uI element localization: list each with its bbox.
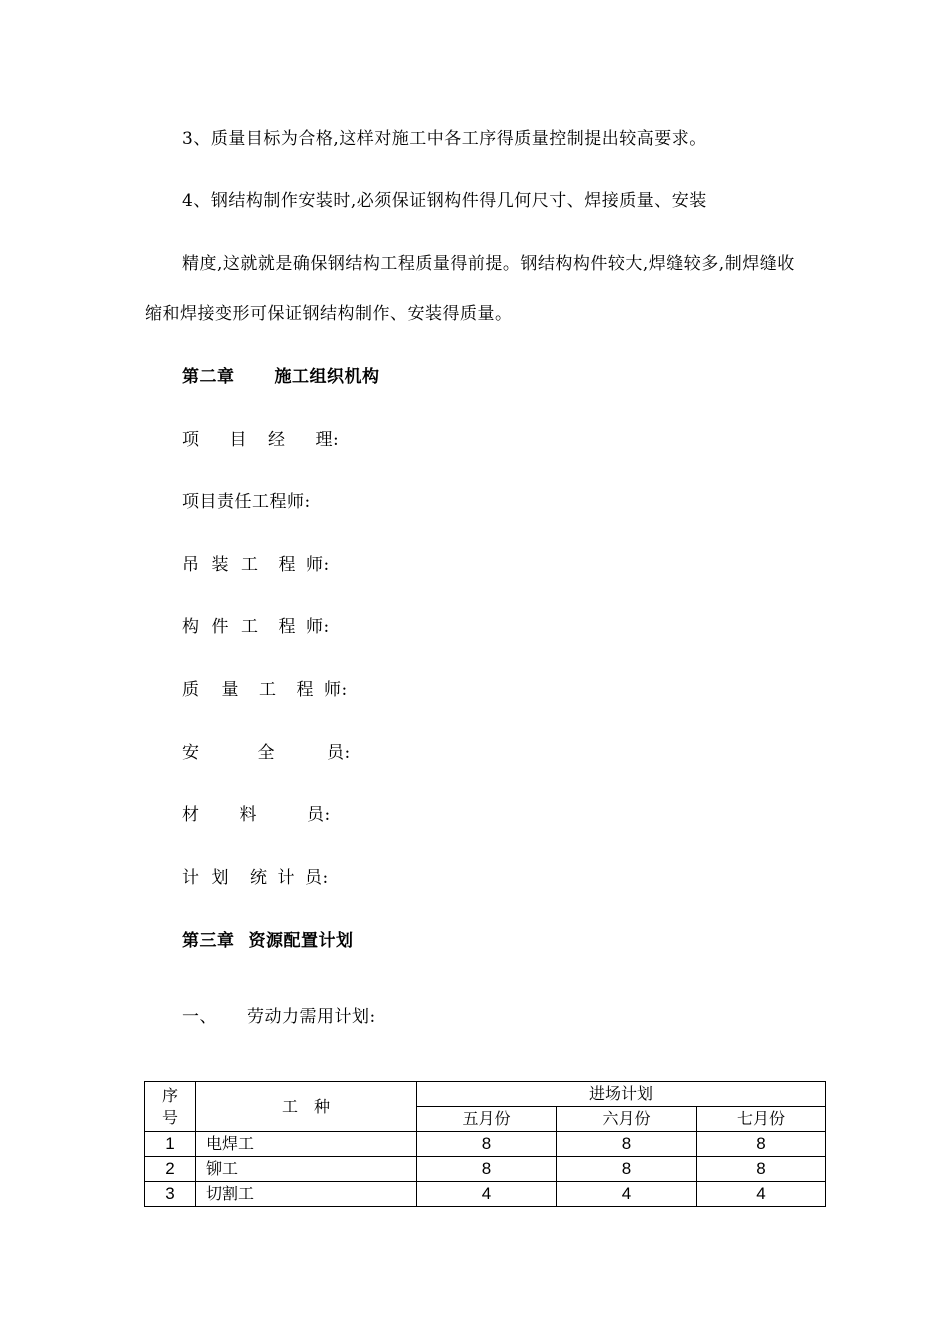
row-value: 4 (697, 1182, 826, 1207)
role-hoisting-engineer (182, 553, 330, 577)
role-char: 员: (305, 868, 329, 888)
role-char: 师: (306, 555, 330, 575)
role-char: 师: (324, 680, 348, 700)
table-header-row (145, 1082, 826, 1107)
role-quality-engineer (182, 678, 348, 702)
header-month: 六月份 (557, 1107, 697, 1132)
section1-number: 一、 (182, 1007, 217, 1027)
chapter2-title: 施工组织机构 (274, 367, 380, 387)
role-char: 计 (277, 868, 295, 888)
paragraph-steel-line1: 4、钢结构制作安装时,必须保证钢构件得几何尺寸、焊接质量、安装 (182, 191, 707, 211)
paragraph-steel-line3: 缩和焊接变形可保证钢结构制作、安装得质量。 (145, 304, 513, 324)
table-row (145, 1157, 826, 1182)
role-char: 装 (211, 555, 229, 575)
role-char: 量 (221, 680, 239, 700)
header-seq (145, 1082, 196, 1132)
row-type: 铆工 (196, 1157, 417, 1182)
role-char: 程 (296, 680, 314, 700)
role-char: 员: (307, 805, 331, 825)
row-seq: 3 (145, 1182, 196, 1207)
chapter3-heading (182, 929, 354, 953)
row-type: 电焊工 (196, 1132, 417, 1157)
role-char: 程 (278, 555, 296, 575)
header-month: 五月份 (417, 1107, 557, 1132)
role-char: 目 (229, 430, 247, 450)
header-plan: 进场计划 (417, 1082, 826, 1107)
header-seq-char: 号 (161, 1107, 178, 1127)
paragraph-quality-goal: 3、质量目标为合格,这样对施工中各工序得质量控制提出较高要求。 (182, 129, 707, 149)
row-value: 8 (697, 1157, 826, 1182)
paragraph-steel-line2: 精度,这就就是确保钢结构工程质量得前提。钢结构构件较大,焊缝较多,制焊缝收 (182, 254, 795, 274)
chapter3-number: 第三章 (182, 931, 235, 951)
header-type: 工 种 (196, 1082, 417, 1132)
role-char: 计 (182, 868, 200, 888)
role-char: 经 (268, 430, 286, 450)
role-char: 吊 (182, 555, 200, 575)
section1-title: 劳动力需用计划: (247, 1007, 376, 1027)
row-value: 8 (697, 1132, 826, 1157)
role-char: 理: (315, 430, 340, 450)
role-component-engineer (182, 615, 330, 639)
role-char: 项 (182, 430, 200, 450)
role-char: 员: (327, 743, 351, 763)
role-char: 工 (241, 617, 259, 637)
role-char: 料 (239, 805, 257, 825)
header-month: 七月份 (697, 1107, 826, 1132)
row-value: 8 (417, 1132, 557, 1157)
table-row (145, 1182, 826, 1207)
chapter2-number: 第二章 (182, 367, 235, 387)
row-value: 8 (557, 1132, 697, 1157)
role-char: 全 (257, 743, 275, 763)
role-char: 安 (182, 743, 200, 763)
row-value: 8 (417, 1157, 557, 1182)
role-materials-officer (182, 803, 331, 827)
role-char: 项目责任工程师: (182, 492, 311, 512)
row-seq: 2 (145, 1157, 196, 1182)
role-char: 统 (250, 868, 268, 888)
role-char: 材 (182, 805, 200, 825)
chapter2-heading (182, 365, 380, 389)
role-char: 工 (241, 555, 259, 575)
section1-heading (182, 1005, 376, 1029)
role-char: 划 (211, 868, 229, 888)
row-value: 4 (557, 1182, 697, 1207)
row-value: 4 (417, 1182, 557, 1207)
labor-plan-table (144, 1081, 826, 1207)
header-seq-char: 序 (161, 1085, 178, 1105)
row-type: 切割工 (196, 1182, 417, 1207)
role-responsible-engineer (182, 490, 311, 514)
role-char: 师: (306, 617, 330, 637)
role-safety-officer (182, 741, 351, 765)
row-seq: 1 (145, 1132, 196, 1157)
role-project-manager (182, 428, 339, 452)
role-char: 程 (278, 617, 296, 637)
role-char: 构 (182, 617, 200, 637)
role-char: 件 (211, 617, 229, 637)
chapter3-title: 资源配置计划 (248, 931, 354, 951)
role-planning-statistician (182, 866, 329, 890)
role-char: 质 (182, 680, 200, 700)
table-row (145, 1132, 826, 1157)
role-char: 工 (259, 680, 277, 700)
row-value: 8 (557, 1157, 697, 1182)
